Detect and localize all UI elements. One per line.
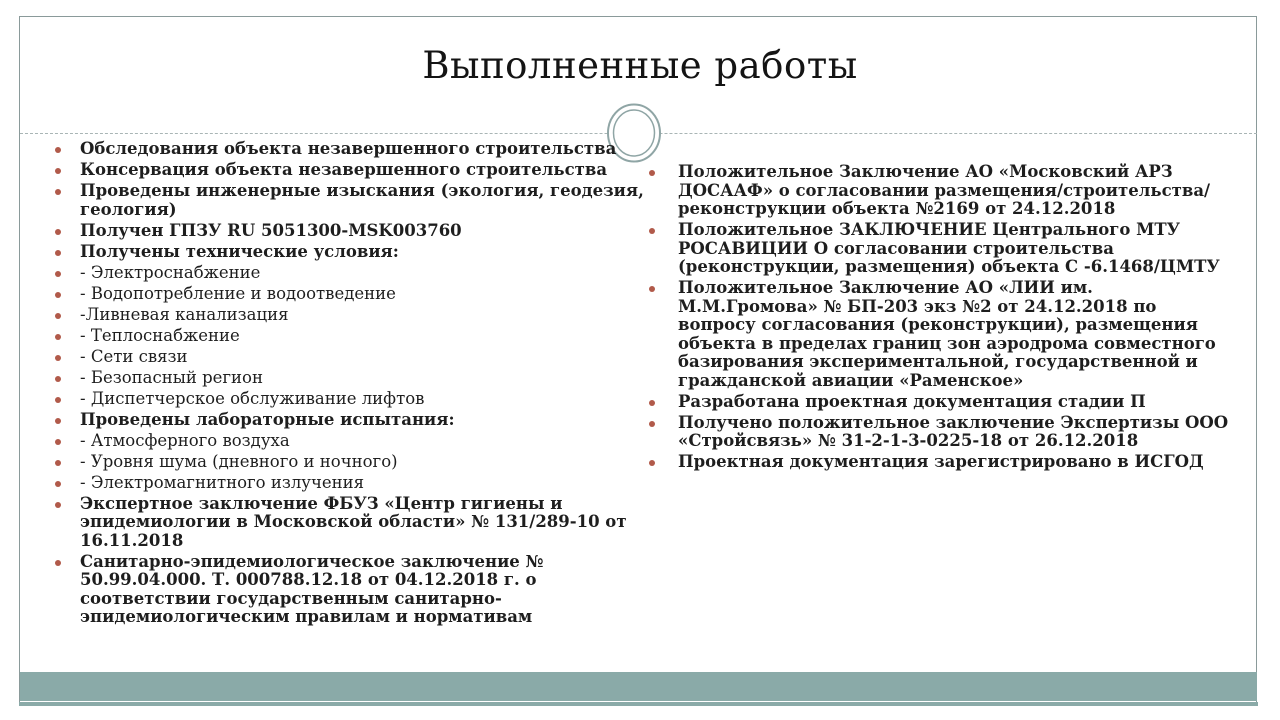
bullet-icon [48, 369, 80, 388]
list-item-text: Разработана проектная документация стадии П [678, 391, 1146, 411]
list-item-text: - Водопотребление и водоотведение [80, 283, 396, 303]
list-item-text: - Диспетчерское обслуживание лифтов [80, 388, 425, 408]
list-item [642, 221, 1238, 277]
list-item-text: - Электромагнитного излучения [80, 472, 365, 492]
list-item [48, 140, 648, 159]
bullet-icon [48, 411, 80, 430]
bullet-icon [48, 140, 80, 159]
list-item [48, 348, 648, 367]
list-item-text: - Атмосферного воздуха [80, 430, 290, 450]
right-column [642, 163, 1238, 474]
bullet-icon [48, 182, 80, 219]
list-item-text: - Уровня шума (дневного и ночного) [80, 451, 398, 471]
list-item-text: Положительное Заключение АО «ЛИИ им. М.М.Громова» № БП-203 экз №2 от 24.12.2018 по вопросу согласования (реконструкции), размещения объекта в пределах границ зон аэродрома совместного базирования экспериментальной, государственной и гражданской авиации «Раменское» [678, 278, 1216, 390]
list-item [642, 414, 1238, 451]
list-item [48, 327, 648, 346]
bullet-icon [48, 161, 80, 180]
bullet-icon [48, 474, 80, 493]
bullet-icon [48, 453, 80, 472]
list-item [48, 453, 648, 472]
bullet-icon [48, 553, 80, 627]
list-item-text: Обследования объекта незавершенного строительства [80, 139, 617, 158]
list-item-text: Экспертное заключение ФБУЗ «Центр гигиены и эпидемиологии в Московской области» № 131/289-10 от 16.11.2018 [80, 493, 627, 550]
slide-title: Выполненные работы [422, 44, 858, 87]
bullet-icon [642, 163, 678, 219]
list-item-text: Получены технические условия: [80, 241, 399, 261]
list-item [48, 161, 648, 180]
list-item-text: Положительное Заключение АО «Московский АРЗ ДОСААФ» о согласовании размещения/строительства/ реконструкции объекта №2169 от 24.12.2018 [678, 162, 1211, 218]
left-column [48, 140, 648, 629]
list-item [48, 369, 648, 388]
bullet-icon [48, 222, 80, 241]
list-item [642, 163, 1238, 219]
bullet-icon [642, 279, 678, 390]
bullet-icon [642, 393, 678, 412]
list-item-text: Положительное ЗАКЛЮЧЕНИЕ Центрального МТУ РОСАВИЦИИ О согласовании строительства (реконструкции, размещения) объекта С -6.1468/ЦМТУ [678, 220, 1220, 276]
bullet-icon [48, 390, 80, 409]
list-item-text: - Безопасный регион [80, 367, 263, 387]
list-item [48, 222, 648, 241]
list-item-text: Получено положительное заключение Экспертизы ООО «Стройсвязь» № 31-2-1-3-0225-18 от 26.12.2018 [678, 412, 1229, 450]
list-item-text: Консервация объекта незавершенного строительства [80, 160, 608, 179]
footer-accent-line [19, 702, 1258, 706]
list-item-text: - Сети связи [80, 346, 188, 366]
list-item [48, 432, 648, 451]
list-item-text: Проведены лабораторные испытания: [80, 409, 455, 429]
list-item [642, 279, 1238, 390]
list-item-text: - Теплоснабжение [80, 325, 240, 345]
list-item [48, 182, 648, 219]
list-item [48, 306, 648, 325]
list-item [48, 411, 648, 430]
footer-bar [20, 672, 1257, 701]
list-item [48, 553, 648, 627]
bullet-icon [48, 495, 80, 551]
bullet-icon [642, 414, 678, 451]
bullet-icon [642, 453, 678, 472]
list-item-text: Проектная документация зарегистрировано в ИСГОД [678, 452, 1204, 471]
bullet-icon [48, 243, 80, 262]
list-item [48, 390, 648, 409]
bullet-icon [48, 285, 80, 304]
bullet-icon [642, 221, 678, 277]
bullet-icon [48, 432, 80, 451]
list-item-text: Проведены инженерные изыскания (экология, геодезия, геология) [80, 181, 644, 219]
bullet-icon [48, 264, 80, 283]
list-item [48, 495, 648, 551]
list-item [642, 453, 1238, 472]
bullet-icon [48, 327, 80, 346]
list-item-text: - Электроснабжение [80, 262, 261, 282]
list-item [48, 243, 648, 262]
list-item [48, 285, 648, 304]
list-item [48, 474, 648, 493]
bullet-icon [48, 306, 80, 325]
list-item-text: Получен ГПЗУ RU 5051300-MSK003760 [80, 220, 462, 240]
bullet-icon [48, 348, 80, 367]
list-item-text: Санитарно-эпидемиологическое заключение № 50.99.04.000. Т. 000788.12.18 от 04.12.2018 г. о соответствии государственным санитарно-эпидемиологическим правилам и нормативам [80, 551, 544, 626]
list-item [642, 393, 1238, 412]
list-item-text: -Ливневая канализация [80, 304, 289, 324]
list-item [48, 264, 648, 283]
